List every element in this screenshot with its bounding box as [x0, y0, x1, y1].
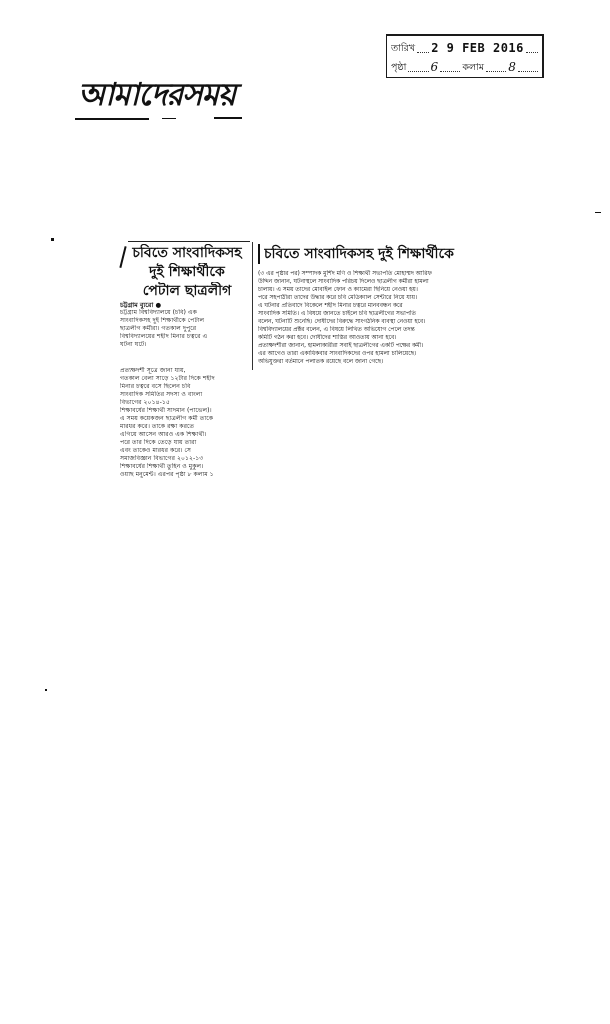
body-text-line: চট্টগ্রাম বিশ্ববিদ্যালয়ে (চবি) এক: [120, 309, 197, 316]
scan-speck: [595, 212, 601, 213]
leader-dots: [518, 71, 538, 72]
body-text-line: বিশ্ববিদ্যালয়ের প্রক্টর বলেন, এ বিষয়ে লিখিত অভিযোগ পেলে তদন্ত: [258, 327, 415, 333]
article-right-headline: চবিতে সাংবাদিকসহ দুই শিক্ষার্থীকে: [264, 246, 454, 262]
leader-dots: [417, 52, 429, 53]
body-text-line: এ সময় কয়েকজন ছাত্রলীগ কর্মী তাকে: [120, 415, 214, 422]
leader-dots: [486, 71, 506, 72]
headline-ornament: [258, 244, 260, 264]
stamp-date-label: তারিখ: [391, 43, 416, 54]
headline-line: দুই শিক্ষার্থীকে: [149, 264, 225, 280]
leader-dots: [440, 71, 460, 72]
body-text-line: ছাত্রলীগ কর্মীরা। গতকাল দুপুরে: [120, 325, 197, 332]
article-right-body: [258, 270, 504, 366]
body-text-line: শিক্ষাবর্ষের শিক্ষার্থী সাদমান (পাভেল)।: [120, 407, 212, 414]
stamp-column-label: কলাম: [462, 62, 485, 73]
body-text-line: শিক্ষাবর্ষের শিক্ষার্থী তুহিন ও মুকুল।: [120, 463, 204, 470]
body-text-line: (৩ এর পৃষ্ঠার পর) সম্পাদক মুর্শিদ মণি ও শিক্ষার্থী সভাপতি মোহাম্মদ আরিফ: [258, 271, 432, 277]
body-text-line: সমাজবিজ্ঞান বিভাগের ২০১২-১৩: [120, 455, 204, 462]
headline-rule: [128, 241, 250, 242]
leader-dots: [526, 52, 538, 53]
body-text-line: মিনার চত্বরে বসে ছিলেন চবি: [120, 383, 191, 390]
masthead-underline: [162, 118, 176, 119]
leader-dots: [408, 71, 428, 72]
headline-line: পেটাল ছাত্রলীগ: [142, 283, 232, 299]
newspaper-masthead: আমাদেরসময়: [78, 77, 236, 113]
article-left-dateline: চট্টগ্রাম ব্যুরো ●: [120, 301, 162, 309]
body-text-line: গতকাল বেলা সাড়ে ১২টার দিকে শহীদ: [120, 375, 215, 382]
scan-speck: [45, 689, 47, 691]
article-left-headline: [124, 244, 250, 301]
column-divider: [252, 242, 253, 370]
stamp-date-row: [391, 38, 538, 57]
body-text-line: বলেন, ঘটনাটি শুনেছি। দোষীদের বিরুদ্ধে সাংগঠনিক ব্যবস্থা নেওয়া হবে।: [258, 319, 426, 325]
body-text-line: বিভাগের ২০১৪-১৫: [120, 399, 170, 406]
masthead-underline: [214, 117, 242, 119]
article-left-paragraph-2: [120, 367, 250, 479]
body-text-line: এবং তাকেও মারধর করে। সে: [120, 447, 192, 454]
body-text-line: সাংবাদিক সমিতির সদস্য ও বাংলা: [120, 391, 203, 398]
body-text-line: পরে তার দিকে তেড়ে যায় তারা: [120, 439, 197, 446]
body-text-line: মারধর করে। তাকে রক্ষা করতে: [120, 423, 195, 430]
stamp-page-row: [391, 57, 538, 76]
body-text-line: চালায়। এ সময় তাদের মোবাইল ফোন ও ক্যামেরা ছিনিয়ে নেওয়া হয়।: [258, 287, 418, 293]
body-text-line: সাংবাদিকসহ দুই শিক্ষার্থীকে পেটাল: [120, 317, 205, 324]
stamp-page-value: 6: [430, 60, 439, 74]
body-text-line: কমিটি গঠন করা হবে। দোষীদের শাস্তির আওতায় আনা হবে।: [258, 335, 397, 341]
body-text-line: সাংবাদিক সমিতি। এ বিষয়ে জানতে চাইলে চবি ছাত্রলীগের সভাপতি: [258, 311, 416, 317]
article-left-paragraph-1: [120, 309, 250, 349]
stamp-column-value: 8: [508, 60, 516, 74]
masthead-underline: [75, 118, 149, 120]
body-text-line: ঘটনা ঘটে।: [120, 341, 147, 348]
body-text-line: এ ঘটনার প্রতিবাদে বিকেলে শহীদ মিনার চত্বরে মানববন্ধন করে: [258, 303, 403, 309]
article-right: [256, 240, 506, 370]
clipping-stamp: [386, 34, 544, 78]
body-text-line: বিশ্ববিদ্যালয়ের শহীদ মিনার চত্বরে এ: [120, 333, 208, 340]
stamp-date-value: 2 9 FEB 2016: [431, 41, 524, 55]
scan-speck: [51, 238, 54, 241]
stamp-page-label: পৃষ্ঠা: [391, 62, 407, 73]
body-text-line: প্রত্যক্ষদর্শীরা জানান, হামলাকারীরা সবাই ছাত্রলীগের একটি পক্ষের কর্মী।: [258, 343, 424, 349]
body-text-line: উদ্দিন জানান, ঘটনাস্থলে সাংবাদিক পরিচয় দিলেও ছাত্রলীগ কর্মীরা হামলা: [258, 279, 429, 285]
body-text-line: এর আগেও তারা একাধিকবার সাংবাদিকদের ওপর হামলা চালিয়েছে।: [258, 351, 417, 357]
headline-line: চবিতে সাংবাদিকসহ: [132, 245, 242, 261]
body-text-line: এগিয়ে আসেন আরও এক শিক্ষার্থী।: [120, 431, 207, 438]
body-text-line: প্রত্যক্ষদর্শী সূত্রে জানা যায়,: [120, 367, 186, 374]
article-left: [118, 240, 252, 492]
body-text-line: ওয়াছ মনুমেন্ট। এরপর পৃষ্ঠা ৮ কলাম ১: [120, 471, 214, 478]
body-text-line: পরে সহপাঠীরা তাদের উদ্ধার করে চবি মেডিক্যাল সেন্টারে নিয়ে যায়।: [258, 295, 418, 301]
body-text-line: অভিযুক্তরা বর্তমানে পলাতক রয়েছে বলে জানা গেছে।: [258, 359, 384, 365]
